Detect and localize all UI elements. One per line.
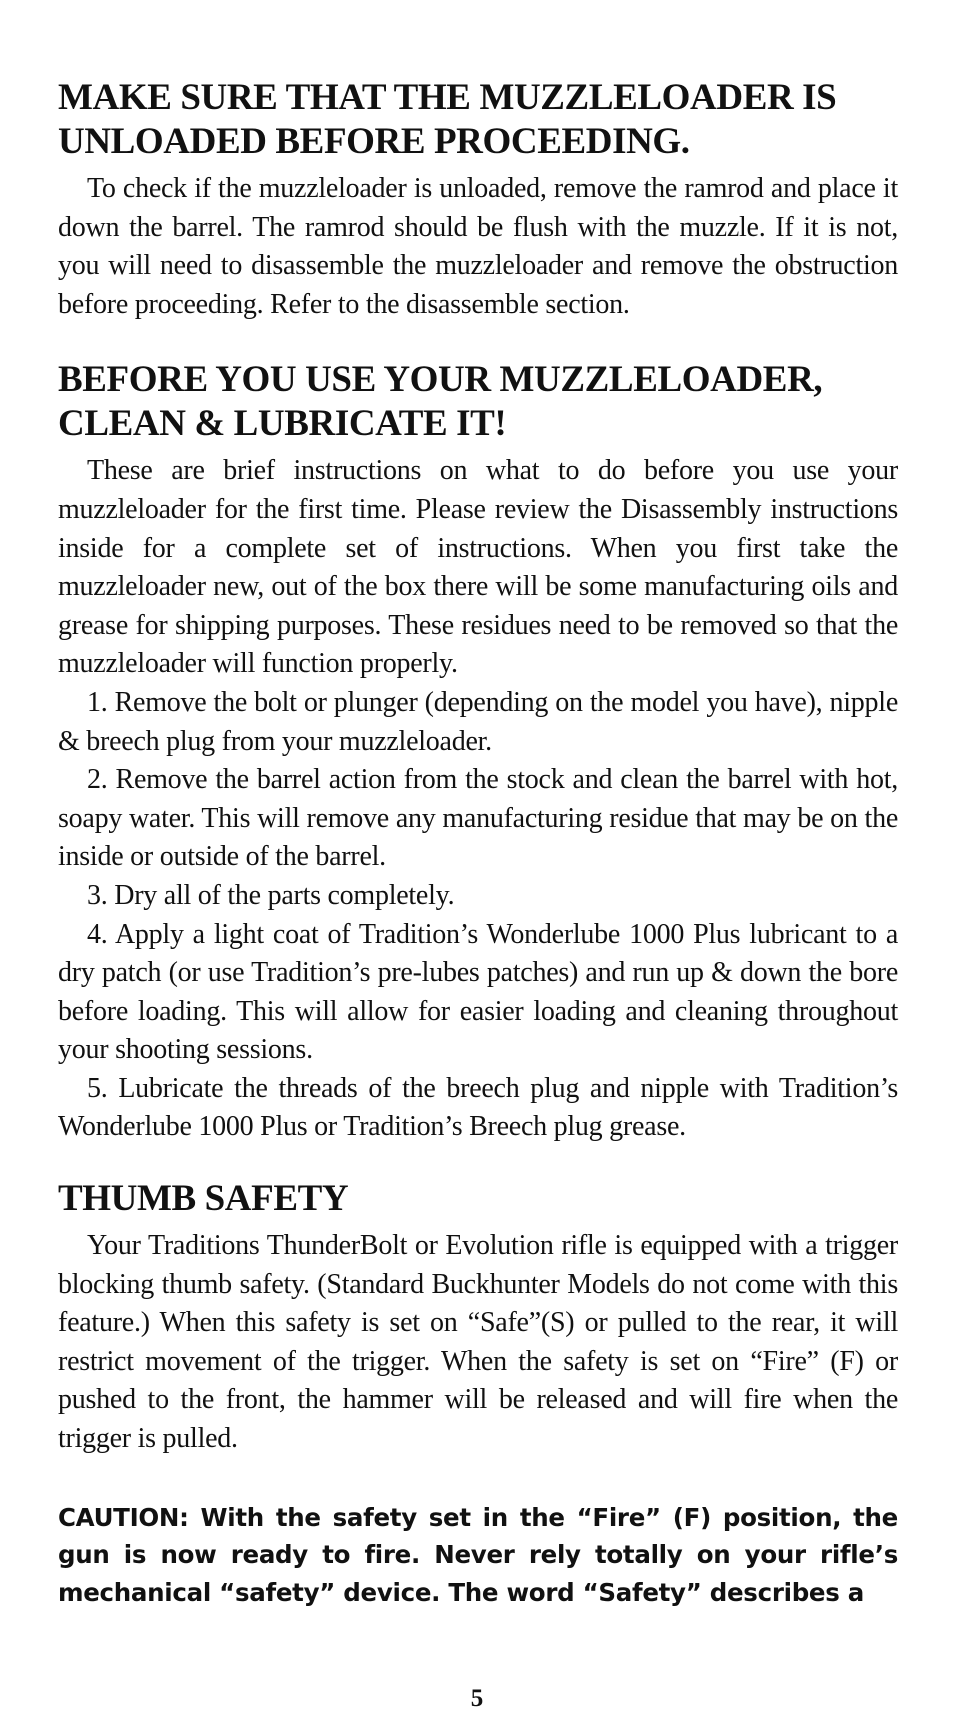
- heading-line: MAKE SURE THAT THE MUZZLELOADER IS: [58, 77, 837, 118]
- step-5: 5. Lubricate the threads of the breech plug and nipple with Tradition’s Wonderlube 1000 Plus or Tradition’s Breech plug grease.: [58, 1072, 898, 1143]
- step-3: 3. Dry all of the parts completely.: [87, 879, 455, 911]
- step-1: 1. Remove the bolt or plunger (depending on the model you have), nipple & breech plug from your muzzleloader.: [58, 686, 898, 757]
- section-heading-clean-lubricate: [58, 358, 898, 446]
- heading-line: CLEAN & LUBRICATE IT!: [58, 403, 507, 445]
- section-thumb-safety: [58, 1177, 898, 1459]
- section-heading-thumb-safety: [58, 1177, 898, 1221]
- heading-line: UNLOADED BEFORE PROCEEDING.: [58, 121, 690, 162]
- paragraph-unloaded-check: To check if the muzzleloader is unloaded, remove the ramrod and place it down the barrel. The ramrod should be flush with the muzzle. If it is not, you will need to disassemble the muzzleloader and remove the obstruction before proceeding. Refer to the disassemble section.: [58, 173, 898, 320]
- manual-page: [58, 76, 898, 1636]
- caution-notice: CAUTION: With the safety set in the “Fire” (F) position, the gun is now ready to fire. Never rely totally on your rifle’s mechanical “safety” device. The word “Safety” describes a: [58, 1502, 898, 1607]
- section-unloaded-check: [58, 76, 898, 324]
- step-2: 2. Remove the barrel action from the stock and clean the barrel with hot, soapy water. This will remove any manufacturing residue that may be on the inside or outside of the barrel.: [58, 764, 898, 873]
- heading-line: THUMB SAFETY: [58, 1178, 349, 1220]
- heading-line: BEFORE YOU USE YOUR MUZZLELOADER,: [58, 359, 823, 401]
- paragraph-intro: These are brief instructions on what to do before you use your muzzleloader for the first time. Please review the Disassembly instructions inside for a complete set of instructions. When you first take the muzzleloader new, out of the box there will be some manufacturing oils and grease for shipping purposes. These residues need to be removed so that the muzzleloader will function properly.: [58, 455, 898, 680]
- step-4: 4. Apply a light coat of Tradition’s Wonderlube 1000 Plus lubricant to a dry patch (or use Tradition’s pre-lubes patches) and run up & down the bore before loading. This will allow for easier loading and cleaning throughout your shooting sessions.: [58, 918, 898, 1066]
- section-clean-lubricate: [58, 358, 898, 1147]
- section-heading-unloaded: [58, 76, 898, 164]
- paragraph-thumb-safety: Your Traditions ThunderBolt or Evolution rifle is equipped with a trigger blocking thumb safety. (Standard Buckhunter Models do not come with this feature.) When this safety is set on “Safe”(S) or pulled to the rear, it will restrict movement of the trigger. When the safety is set on “Fire” (F) or pushed to the front, the hammer will be released and will fire when the trigger is pulled.: [58, 1230, 898, 1455]
- page-number: 5: [470, 1685, 484, 1712]
